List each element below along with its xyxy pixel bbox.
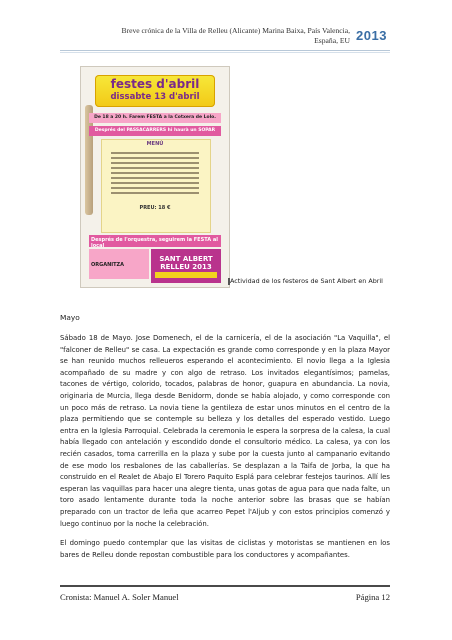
- sant-albert-logo-text: SANT ALBERT RELLEU 2013: [159, 255, 213, 271]
- header-divider-secondary: [60, 52, 390, 53]
- footer-page-number: Página 12: [355, 592, 390, 602]
- header-year: 2013: [356, 28, 387, 43]
- logo-strip: [155, 272, 217, 278]
- festes-poster-image: [80, 66, 230, 288]
- footer-author: Cronista: Manuel A. Soler Manuel: [60, 592, 179, 602]
- poster-menu-title: MENÚ: [146, 141, 164, 147]
- poster-title: festes d'abril: [110, 77, 200, 91]
- header-title-line1: Breve crónica de la Villa de Relleu (Alicante) Marina Baixa, País Valencia,: [121, 26, 350, 35]
- body-paragraph-2: El domingo puedo contemplar que las visitas de ciclistas y motoristas se mantienen en los bares de Relleu donde repostan combustible para los conductores y acompañantes.: [60, 539, 390, 559]
- header-divider: [60, 50, 390, 51]
- poster-sopar-line: Després del PASSACARRERS hi haurà un SOPAR: [89, 126, 221, 136]
- poster-price: PREU: 18 €: [139, 205, 171, 211]
- section-title: Mayo: [60, 313, 80, 322]
- poster-menu-lines: [105, 149, 205, 197]
- poster-date: dissabte 13 d'abril: [110, 92, 200, 102]
- poster-final-line: Després de l'orquestra, seguirem la FESTA al local: [91, 237, 218, 249]
- header-title: [60, 26, 350, 46]
- footer-divider: [60, 585, 390, 587]
- header-title-line2: España, EU: [314, 36, 350, 45]
- poster-organitza: ORGANITZA: [91, 262, 125, 268]
- figure-caption: Actividad de los festeros de Sant Albert en Abril: [230, 277, 383, 285]
- body-paragraph-1: Sábado 18 de Mayo. Jose Domenech, el de la carnicería, el de la asociación "La Vaquilla", el "falconer de Relleu" se casa. La expectación es grande como corresponde y en la plaza Mayor se han reunido muchos relleueros esperando el acontecimiento. El novio llega a la Iglesia acompañado de su madre y con algo de retraso. Los invitados elegantísimos; pamelas, tacones de vértigo, colorido, tocados, palabras de honor, guapura en abundancia. La novia, originaria de Murcia, llega desde Benidorm, donde se había alojado, y como corresponde con un poco más de retraso. La novia tiene la gentileza de estar unos minutos en el centro de la plaza permitiendo que se contemple su belleza y los detalles del esperado vestido. Luego entra en la Iglesia Parroquial. Celebrada la ceremonia le espera la sorpresa de la calesa, la cual había llegado con antelación y escondido donde el consultorio médico. La calesa, ya con los recién casados, toma carrerilla en la plaza y sube por la cuesta junto al campanario evitando de ese modo los resbalones de las caballerías. Se desplazan a la Taifa de Jorba, la que ha construido en el Realet de Abajo El Torero Paquito Esplá para celebrar festejos taurinos. Allí les esperan las vaquillas para hacer una alegre tienta, unas gotas de agua para que nada falte, un toro asado lentamente durante toda la noche anterior sobre las brasas que se habían preparado con un tractor de leña que acarreo Pepet l'Aljub y con estos principios comenzó y luego continuo por la noche la celebración.: [60, 334, 390, 528]
- poster-festa-line: De 18 a 20 h. Farem FESTA a la Cotxera de Lolo.: [89, 113, 221, 123]
